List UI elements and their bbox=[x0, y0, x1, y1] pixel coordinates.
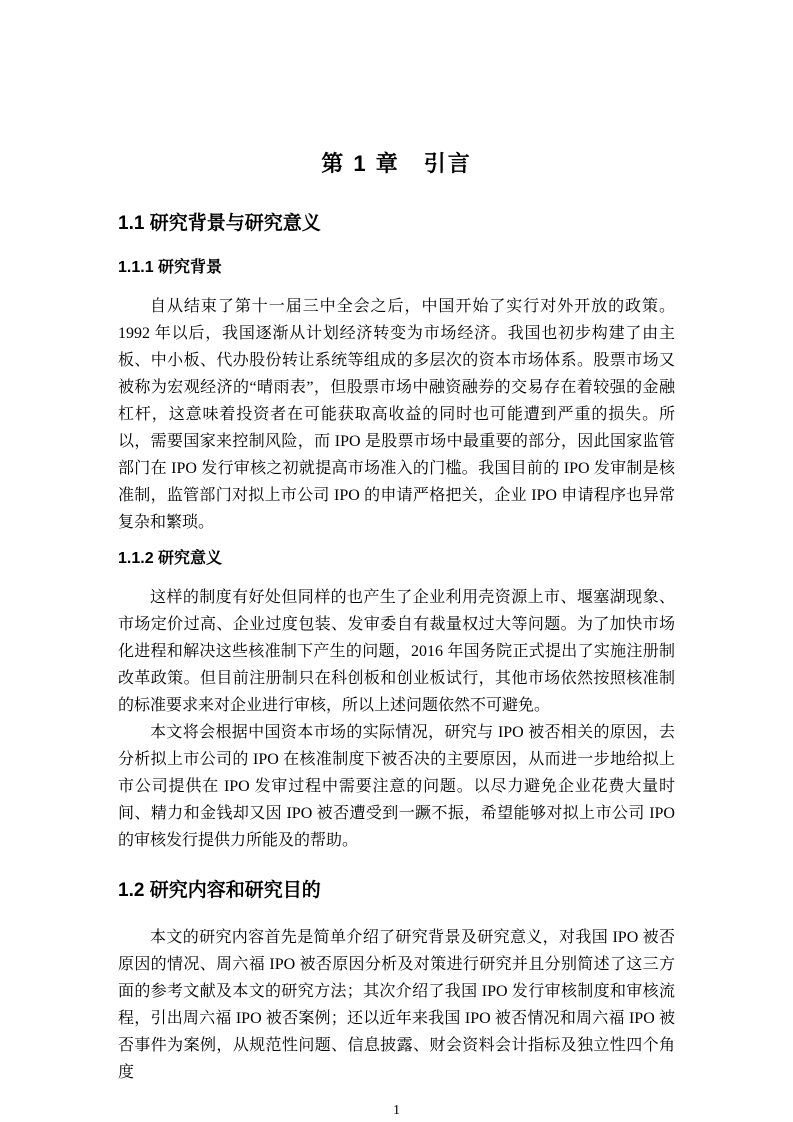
section-heading-1-2: 1.2 研究内容和研究目的 bbox=[118, 880, 321, 901]
section-heading-1-1: 1.1 研究背景与研究意义 bbox=[118, 213, 321, 234]
paragraph-research-background: 自从结束了第十一届三中全会之后，中国开始了实行对外开放的政策。1992 年以后，我国逐渐从计划经济转变为市场经济。我国也初步构建了由主板、中小板、代办股份转让系统等组成的多层次的资本市场体系。股票市场又被称为宏观经济的“晴雨表”，但股票市场中融资融券的交易存在着较强的金融杠杆，这意味着投资者在可能获取高收益的同时也可能遭到严重的损失。所以，需要国家来控制风险，而 IPO 是股票市场中最重要的部分，因此国家监管部门在 IPO 发行审核之初就提高市场准入的门槛。我国目前的 IPO 发审制是核准制，监管部门对拟上市公司 IPO 的申请严格把关，企业 IPO 申请程序也异常复杂和繁琐。 bbox=[118, 298, 675, 531]
paragraph-research-content: 本文的研究内容首先是简单介绍了研究背景及研究意义，对我国 IPO 被否原因的情况、周六福 IPO 被否原因分析及对策进行研究并且分别简述了这三方面的参考文献及本文的研究方法；其次介绍了我国 IPO 发行审核制度和审核流程，引出周六福 IPO 被否案例；还以近年来我国 IPO 被否情况和周六福 IPO 被否事件为案例，从规范性问题、信息披露、财会资料会计指标及独立性四个角度 bbox=[118, 929, 675, 1081]
page-number: 1 bbox=[393, 1103, 400, 1118]
chapter-title: 第 1 章 引言 bbox=[321, 151, 472, 176]
subsection-heading-1-1-2: 1.1.2 研究意义 bbox=[118, 550, 223, 567]
paragraph-research-significance-2: 本文将会根据中国资本市场的实际情况，研究与 IPO 被否相关的原因，去分析拟上市公司的 IPO 在核准制度下被否决的主要原因，从而进一步地给拟上市公司提供在 IPO 发审过程中需要注意的问题。以尽力避免企业花费大量时间、精力和金钱却又因 IPO 被否遭受到一蹶不振，希望能够对拟上市公司 IPO 的审核发行提供力所能及的帮助。 bbox=[118, 724, 675, 849]
paragraph-research-significance-1: 这样的制度有好处但同样的也产生了企业利用壳资源上市、堰塞湖现象、市场定价过高、企业过度包装、发审委自有裁量权过大等问题。为了加快市场化进程和解决这些核准制下产生的问题，2016 年国务院正式提出了实施注册制改革政策。但目前注册制只在科创板和创业板试行，其他市场依然按照核准制的标准要求来对企业进行审核，所以上述问题依然不可避免。 bbox=[118, 589, 675, 714]
subsection-heading-1-1-1: 1.1.1 研究背景 bbox=[118, 259, 223, 276]
